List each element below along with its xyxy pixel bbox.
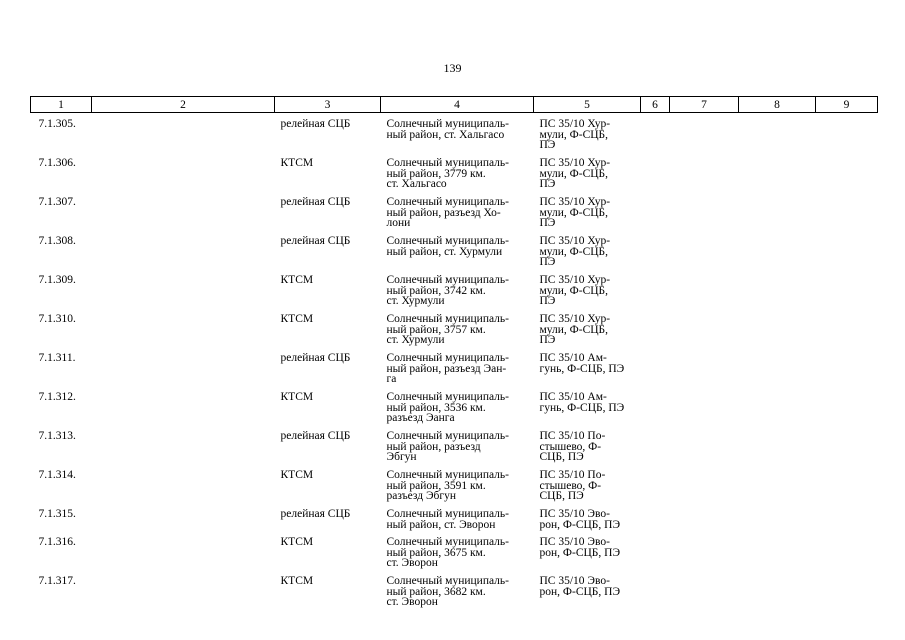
cell-col9 (816, 470, 878, 509)
cell-number: 7.1.310. (38, 313, 76, 325)
cell-type: КТСМ (280, 575, 314, 587)
cell-col6 (641, 314, 670, 353)
cell-number: 7.1.314. (38, 469, 76, 481)
cell-col7 (670, 197, 739, 236)
cell-col9 (816, 119, 878, 158)
cell-source: ПС 35/10 По- стышево, Ф- СЦБ, ПЭ (539, 430, 606, 463)
data-table (30, 96, 878, 615)
cell-number: 7.1.312. (38, 391, 76, 403)
header-col-4: 4 (381, 97, 534, 113)
cell-number: 7.1.308. (38, 235, 76, 247)
table-header (31, 97, 878, 113)
cell-source: ПС 35/10 Хур- мули, Ф-СЦБ, ПЭ (539, 196, 611, 229)
cell-col6 (641, 119, 670, 158)
table-row (31, 236, 878, 275)
table-row (31, 392, 878, 431)
cell-number: 7.1.317. (38, 575, 76, 587)
cell-col7 (670, 509, 739, 537)
table-row (31, 537, 878, 576)
cell-col2 (92, 431, 275, 470)
cell-col8 (739, 236, 816, 275)
cell-col6 (641, 392, 670, 431)
cell-location: Солнечный муниципаль- ный район, разъезд Эан- га (386, 352, 509, 385)
cell-col9 (816, 431, 878, 470)
table-row (31, 470, 878, 509)
cell-col8 (739, 392, 816, 431)
cell-location: Солнечный муниципаль- ный район, разъезд Хо- лони (386, 196, 509, 229)
cell-col9 (816, 158, 878, 197)
cell-location: Солнечный муниципаль- ный район, 3536 км. разъезд Эанга (386, 391, 509, 424)
cell-type: релейная СЦБ (280, 352, 351, 364)
cell-col7 (670, 158, 739, 197)
cell-number: 7.1.307. (38, 196, 76, 208)
cell-col7 (670, 392, 739, 431)
cell-col9 (816, 392, 878, 431)
cell-col2 (92, 197, 275, 236)
cell-col6 (641, 470, 670, 509)
cell-number: 7.1.311. (38, 352, 76, 364)
cell-col2 (92, 275, 275, 314)
cell-location: Солнечный муниципаль- ный район, 3675 км. ст. Эворон (386, 536, 509, 569)
header-col-8: 8 (739, 97, 816, 113)
cell-location: Солнечный муниципаль- ный район, ст. Хальгасо (386, 118, 509, 141)
cell-col8 (739, 119, 816, 158)
cell-source: ПС 35/10 Эво- рон, Ф-СЦБ, ПЭ (539, 508, 621, 531)
cell-col8 (739, 509, 816, 537)
cell-source: ПС 35/10 По- стышево, Ф- СЦБ, ПЭ (539, 469, 606, 502)
cell-location: Солнечный муниципаль- ный район, 3779 км. ст. Хальгасо (386, 157, 509, 190)
cell-col2 (92, 470, 275, 509)
cell-location: Солнечный муниципаль- ный район, ст. Хурмули (386, 235, 509, 258)
table-row (31, 509, 878, 537)
cell-col2 (92, 236, 275, 275)
cell-type: КТСМ (280, 391, 314, 403)
header-col-3: 3 (275, 97, 381, 113)
cell-col7 (670, 119, 739, 158)
cell-col7 (670, 470, 739, 509)
cell-col2 (92, 119, 275, 158)
cell-number: 7.1.313. (38, 430, 76, 442)
cell-col9 (816, 509, 878, 537)
cell-col6 (641, 236, 670, 275)
cell-location: Солнечный муниципаль- ный район, 3591 км. разъезд Эбгун (386, 469, 509, 502)
cell-type: релейная СЦБ (280, 196, 351, 208)
cell-col8 (739, 197, 816, 236)
cell-col2 (92, 158, 275, 197)
cell-col2 (92, 392, 275, 431)
cell-number: 7.1.306. (38, 157, 76, 169)
header-col-2: 2 (92, 97, 275, 113)
header-col-6: 6 (641, 97, 670, 113)
cell-col8 (739, 431, 816, 470)
cell-col2 (92, 509, 275, 537)
cell-col8 (739, 576, 816, 615)
header-row (31, 97, 878, 113)
cell-col2 (92, 314, 275, 353)
cell-col2 (92, 353, 275, 392)
cell-col8 (739, 158, 816, 197)
cell-col7 (670, 353, 739, 392)
cell-number: 7.1.315. (38, 508, 76, 520)
table-row (31, 353, 878, 392)
table-row (31, 158, 878, 197)
cell-col7 (670, 537, 739, 576)
cell-col6 (641, 537, 670, 576)
cell-col8 (739, 314, 816, 353)
cell-col7 (670, 314, 739, 353)
cell-col6 (641, 431, 670, 470)
cell-col9 (816, 353, 878, 392)
cell-col8 (739, 537, 816, 576)
cell-location: Солнечный муниципаль- ный район, ст. Эворон (386, 508, 509, 531)
table-body (31, 113, 878, 616)
cell-location: Солнечный муниципаль- ный район, разъезд Эбгун (386, 430, 509, 463)
cell-col8 (739, 275, 816, 314)
cell-col9 (816, 314, 878, 353)
cell-type: КТСМ (280, 469, 314, 481)
cell-type: релейная СЦБ (280, 235, 351, 247)
page-number: 139 (443, 61, 462, 75)
cell-col6 (641, 576, 670, 615)
cell-col9 (816, 576, 878, 615)
cell-source: ПС 35/10 Хур- мули, Ф-СЦБ, ПЭ (539, 274, 611, 307)
cell-type: релейная СЦБ (280, 118, 351, 130)
cell-number: 7.1.305. (38, 118, 76, 130)
table-row (31, 197, 878, 236)
cell-col6 (641, 275, 670, 314)
cell-location: Солнечный муниципаль- ный район, 3757 км. ст. Хурмули (386, 313, 509, 346)
cell-col6 (641, 353, 670, 392)
table-row (31, 431, 878, 470)
cell-type: релейная СЦБ (280, 508, 351, 520)
header-col-7: 7 (670, 97, 739, 113)
header-col-5: 5 (534, 97, 641, 113)
cell-col6 (641, 158, 670, 197)
cell-source: ПС 35/10 Ам- гунь, Ф-СЦБ, ПЭ (539, 391, 625, 414)
cell-number: 7.1.309. (38, 274, 76, 286)
cell-type: КТСМ (280, 536, 314, 548)
cell-source: ПС 35/10 Ам- гунь, Ф-СЦБ, ПЭ (539, 352, 625, 375)
cell-source: ПС 35/10 Эво- рон, Ф-СЦБ, ПЭ (539, 536, 621, 559)
cell-col9 (816, 197, 878, 236)
header-col-1: 1 (31, 97, 92, 113)
cell-col9 (816, 236, 878, 275)
cell-col9 (816, 537, 878, 576)
cell-col2 (92, 576, 275, 615)
table-row (31, 314, 878, 353)
cell-col7 (670, 275, 739, 314)
header-col-9: 9 (816, 97, 878, 113)
cell-col2 (92, 537, 275, 576)
cell-col8 (739, 470, 816, 509)
cell-col9 (816, 275, 878, 314)
cell-type: КТСМ (280, 313, 314, 325)
cell-type: КТСМ (280, 274, 314, 286)
cell-col6 (641, 197, 670, 236)
cell-source: ПС 35/10 Хур- мули, Ф-СЦБ, ПЭ (539, 313, 611, 346)
cell-col6 (641, 509, 670, 537)
table-row (31, 119, 878, 158)
cell-col8 (739, 353, 816, 392)
cell-col7 (670, 236, 739, 275)
cell-col7 (670, 576, 739, 615)
cell-col7 (670, 431, 739, 470)
cell-source: ПС 35/10 Хур- мули, Ф-СЦБ, ПЭ (539, 118, 611, 151)
cell-source: ПС 35/10 Хур- мули, Ф-СЦБ, ПЭ (539, 157, 611, 190)
table-row (31, 275, 878, 314)
cell-type: релейная СЦБ (280, 430, 351, 442)
cell-source: ПС 35/10 Хур- мули, Ф-СЦБ, ПЭ (539, 235, 611, 268)
cell-number: 7.1.316. (38, 536, 76, 548)
cell-location: Солнечный муниципаль- ный район, 3742 км. ст. Хурмули (386, 274, 509, 307)
cell-type: КТСМ (280, 157, 314, 169)
cell-source: ПС 35/10 Эво- рон, Ф-СЦБ, ПЭ (539, 575, 621, 598)
table-row (31, 576, 878, 615)
cell-location: Солнечный муниципаль- ный район, 3682 км. ст. Эворон (386, 575, 509, 608)
